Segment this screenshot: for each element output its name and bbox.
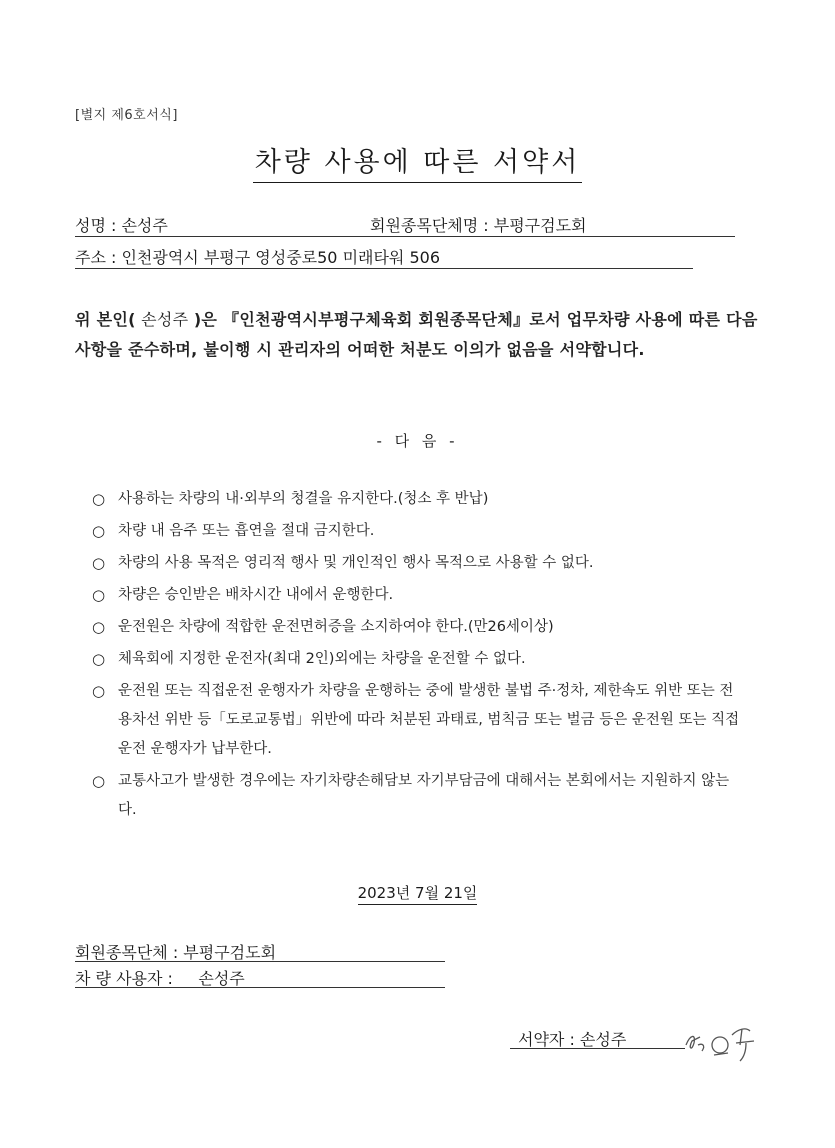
form-number: [별지 제6호서식]	[75, 108, 178, 123]
rules-list	[92, 485, 742, 828]
address-field: 주소 : 인천광역시 부평구 영성중로50 미래타워 506	[75, 248, 441, 267]
list-item	[92, 767, 742, 825]
address-underline	[75, 268, 693, 269]
section-separator: - 다 음 -	[376, 432, 459, 450]
name-org-underline	[75, 236, 735, 237]
list-item	[92, 485, 742, 514]
circle-bullet-icon: ○	[92, 772, 106, 790]
item-text: 체육회에 지정한 운전자(최대 2인)외에는 차량을 운전할 수 없다.	[118, 651, 526, 667]
footer-user-underline	[75, 987, 445, 988]
circle-bullet-icon: ○	[92, 554, 106, 572]
list-item	[92, 581, 742, 610]
footer-user-line: 차 량 사용자 : 손성주	[75, 969, 245, 988]
list-item	[92, 645, 742, 674]
pledge-date	[0, 882, 835, 903]
intro-name: 손성주	[135, 310, 194, 329]
circle-bullet-icon: ○	[92, 618, 106, 636]
list-item	[92, 549, 742, 578]
signer-label: 서약자 : 손성주	[518, 1030, 627, 1049]
org-field: 회원종목단체명 : 부평구검도회	[370, 216, 587, 235]
intro-paragraph	[75, 305, 765, 365]
item-text: 차량은 승인받은 배차시간 내에서 운행한다.	[118, 587, 394, 603]
item-text: 차량의 사용 목적은 영리적 행사 및 개인적인 행사 목적으로 사용할 수 없다.	[118, 555, 594, 571]
intro-part1: 위 본인(	[75, 310, 136, 329]
item-text: 교통사고가 발생한 경우에는 자기차량손해담보 자기부담금에 대해서는 본회에서는 지원하지 않는다.	[118, 773, 730, 818]
list-item	[92, 517, 742, 546]
list-item	[92, 613, 742, 642]
item-text: 사용하는 차량의 내·외부의 청결을 유지한다.(청소 후 반납)	[118, 491, 489, 507]
footer-org-underline	[75, 961, 445, 962]
date-text: 2023년 7월 21일	[358, 884, 478, 905]
item-text: 차량 내 음주 또는 흡연을 절대 금지한다.	[118, 523, 375, 539]
item-text: 운전원은 차량에 적합한 운전면허증을 소지하여야 한다.(만26세이상)	[118, 619, 554, 635]
title-text: 차량 사용에 따른 서약서	[253, 147, 583, 183]
document-title	[0, 140, 835, 179]
circle-bullet-icon: ○	[92, 490, 106, 508]
intro-part2: )은 『인천광역시부평구체육회 회원종목단체』로서 업무차량 사용에 따른 다음 사항을 준수하며, 불이행 시 관리자의 어떠한 처분도 이의가 없음을 서약합니다.	[75, 310, 758, 359]
item-text: 운전원 또는 직접운전 운행자가 차량을 운행하는 중에 발생한 불법 주·정차, 제한속도 위반 또는 전용차선 위반 등「도로교통법」위반에 따라 처분된 과태료, 범칙금 또는 벌금 등은 운전원 또는 직접운전 운행자가 납부한다.	[118, 683, 740, 757]
list-item	[92, 677, 742, 764]
circle-bullet-icon: ○	[92, 682, 106, 700]
handwritten-signature	[680, 1015, 760, 1065]
circle-bullet-icon: ○	[92, 522, 106, 540]
name-field: 성명 : 손성주	[75, 216, 168, 235]
circle-bullet-icon: ○	[92, 650, 106, 668]
circle-bullet-icon: ○	[92, 586, 106, 604]
footer-org-line: 회원종목단체 : 부평구검도회	[75, 943, 277, 962]
signer-underline	[510, 1048, 685, 1049]
